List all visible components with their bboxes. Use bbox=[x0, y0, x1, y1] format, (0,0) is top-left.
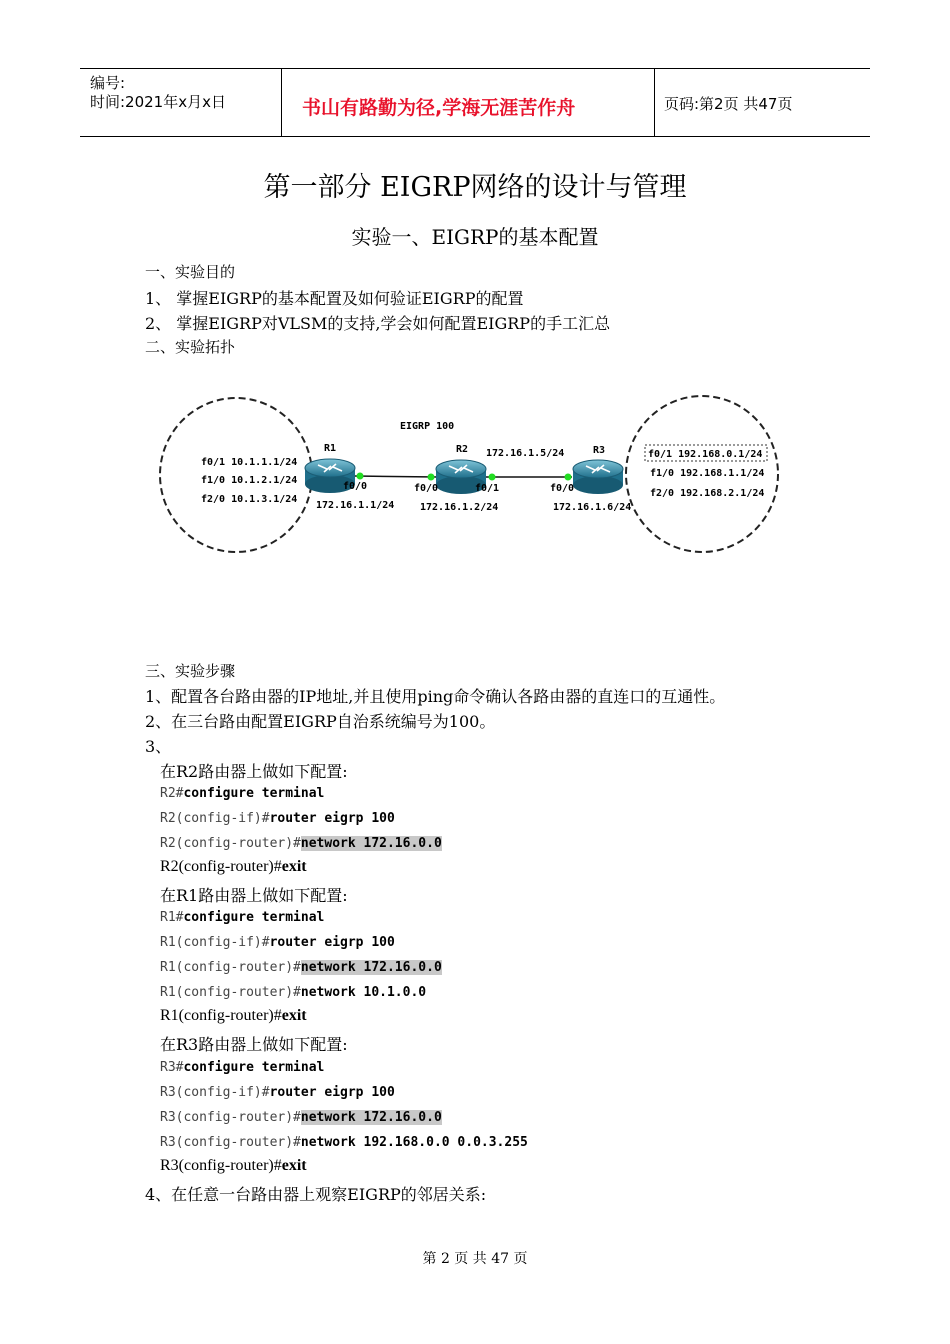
link-endpoint bbox=[357, 473, 364, 480]
r2-name: R2 bbox=[456, 444, 469, 455]
config-line: R3(config-router)#network 192.168.0.0 0.0.3.255 bbox=[160, 1135, 528, 1150]
r1-name: R1 bbox=[324, 443, 337, 454]
link-endpoint bbox=[565, 474, 572, 481]
config-line: R1#configure terminal bbox=[160, 910, 325, 925]
part-title: 第一部分 EIGRP网络的设计与管理 bbox=[263, 172, 687, 203]
config-line: R1(config-if)#router eigrp 100 bbox=[160, 935, 395, 950]
config-line: R3#configure terminal bbox=[160, 1060, 325, 1075]
step-item: 3、 bbox=[145, 737, 172, 756]
purpose-item: 2、 掌握EIGRP对VLSM的支持,学会如何配置EIGRP的手工汇总 bbox=[145, 314, 611, 333]
r2-ip-left-label: 172.16.1.2/24 bbox=[420, 502, 499, 513]
config-exit-line: R1(config-router)#exit bbox=[160, 1007, 307, 1024]
r3-name: R3 bbox=[593, 445, 606, 456]
header-number-label: 编号: bbox=[90, 74, 126, 92]
step-item: 4、在任意一台路由器上观察EIGRP的邻居关系: bbox=[145, 1185, 487, 1204]
r2-port-right-label: f0/1 bbox=[475, 483, 500, 494]
header-time-label: 时间:2021年x月x日 bbox=[90, 93, 226, 111]
r1-config-intro: 在R1路由器上做如下配置: bbox=[160, 886, 348, 905]
purpose-item: 1、 掌握EIGRP的基本配置及如何验证EIGRP的配置 bbox=[145, 289, 524, 308]
r1-loopback: f0/1 10.1.1.1/24 bbox=[201, 457, 298, 468]
step-item: 2、在三台路由配置EIGRP自治系统编号为100。 bbox=[145, 712, 496, 731]
config-line: R1(config-router)#network 10.1.0.0 bbox=[160, 985, 427, 1000]
page-footer: 第 2 页 共 47 页 bbox=[422, 1251, 528, 1267]
link-r1-r2 bbox=[355, 476, 438, 477]
config-line: R3(config-if)#router eigrp 100 bbox=[160, 1085, 395, 1100]
header-motto: 书山有路勤为径,学海无涯苦作舟 bbox=[302, 97, 576, 119]
r2-ip-right-label: 172.16.1.5/24 bbox=[486, 448, 565, 459]
config-exit-line: R3(config-router)#exit bbox=[160, 1157, 307, 1174]
r1-ip-label: 172.16.1.1/24 bbox=[316, 500, 395, 511]
r3-loopback: f0/1 192.168.0.1/24 bbox=[648, 449, 763, 460]
r1-port-label: f0/0 bbox=[343, 481, 368, 492]
r2-config-intro: 在R2路由器上做如下配置: bbox=[160, 762, 348, 781]
r3-loopback: f2/0 192.168.2.1/24 bbox=[650, 488, 765, 499]
r1-loopback: f1/0 10.1.2.1/24 bbox=[201, 475, 298, 486]
link-endpoint bbox=[489, 474, 496, 481]
link-endpoint bbox=[428, 474, 435, 481]
r2-port-left-label: f0/0 bbox=[414, 483, 439, 494]
topology-diagram bbox=[150, 390, 790, 565]
config-line: R2#configure terminal bbox=[160, 786, 325, 801]
config-exit-line: R2(config-router)#exit bbox=[160, 858, 307, 875]
page-header bbox=[80, 68, 870, 137]
header-divider bbox=[281, 69, 282, 136]
config-line: R2(config-router)#network 172.16.0.0 bbox=[160, 836, 442, 851]
config-line: R1(config-router)#network 172.16.0.0 bbox=[160, 960, 442, 975]
step-item: 1、配置各台路由器的IP地址,并且使用ping命令确认各路由器的直连口的互通性。 bbox=[145, 687, 726, 706]
steps-heading: 三、实验步骤 bbox=[145, 662, 236, 680]
config-line: R3(config-router)#network 172.16.0.0 bbox=[160, 1110, 442, 1125]
r3-config-intro: 在R3路由器上做如下配置: bbox=[160, 1035, 348, 1054]
config-line: R2(config-if)#router eigrp 100 bbox=[160, 811, 395, 826]
r3-ip-label: 172.16.1.6/24 bbox=[553, 502, 632, 513]
as-label: EIGRP 100 bbox=[400, 421, 455, 432]
topology-heading: 二、实验拓扑 bbox=[145, 338, 236, 356]
header-divider bbox=[654, 69, 655, 136]
r3-loopback: f1/0 192.168.1.1/24 bbox=[650, 468, 765, 479]
router-r3-icon bbox=[573, 460, 623, 494]
experiment-title: 实验一、EIGRP的基本配置 bbox=[351, 225, 599, 249]
header-page-info: 页码:第2页 共47页 bbox=[664, 95, 793, 113]
purpose-heading: 一、实验目的 bbox=[145, 263, 236, 281]
r3-port-label: f0/0 bbox=[550, 483, 575, 494]
r1-loopback: f2/0 10.1.3.1/24 bbox=[201, 494, 298, 505]
